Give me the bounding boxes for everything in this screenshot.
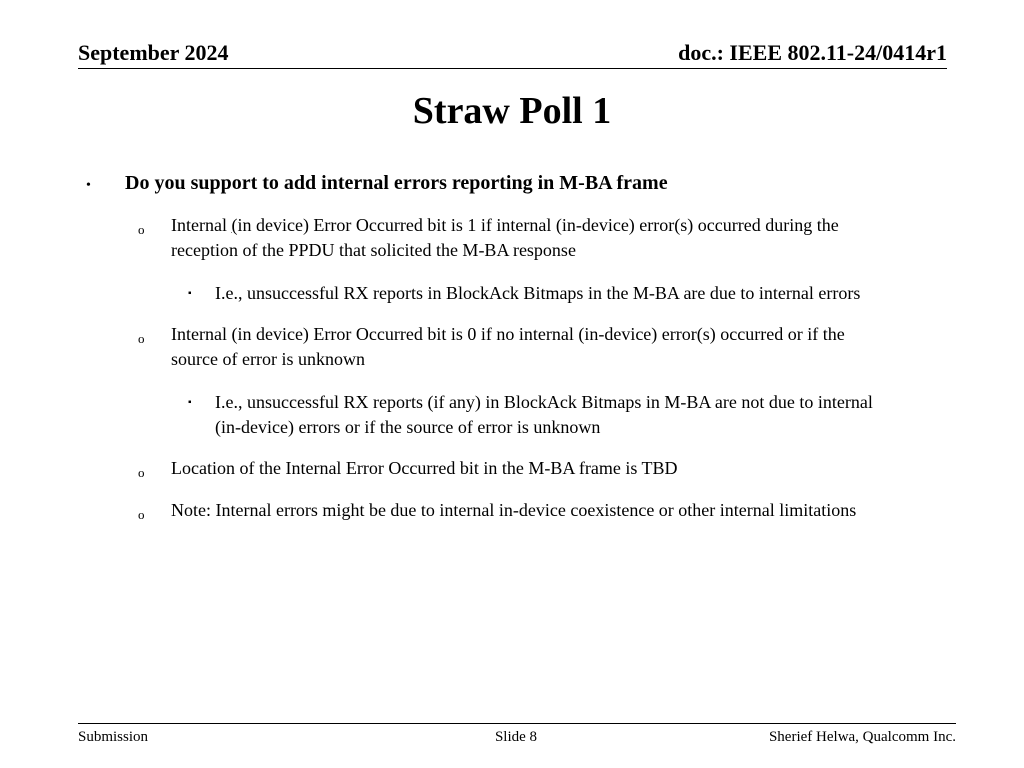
item2-bullet-icon: o bbox=[138, 331, 145, 346]
header-date: September 2024 bbox=[78, 40, 229, 65]
item1-line1 bbox=[171, 213, 839, 238]
item1-bullet-icon: o bbox=[138, 222, 145, 237]
item3-line1: Location of the Internal Error Occurred bit in the M-BA frame is TBD bbox=[171, 458, 678, 478]
item2-line2: source of error is unknown bbox=[171, 349, 365, 369]
footer-author: Sherief Helwa, Qualcomm Inc. bbox=[768, 729, 956, 745]
header-divider bbox=[78, 68, 947, 69]
question-text: Do you support to add internal errors reporting in M-BA frame bbox=[125, 172, 668, 194]
item1-line2: reception of the PPDU that solicited the M-BA response bbox=[171, 240, 576, 260]
footer-divider bbox=[78, 723, 956, 724]
item2-line1: Internal (in device) Error Occurred bit is 0 if no internal (in-device) error(s) occurred or if the bbox=[171, 324, 845, 344]
item2-sub-line2: (in-device) errors or if the source of error is unknown bbox=[215, 417, 601, 437]
item3-bullet-icon: o bbox=[138, 465, 145, 480]
slide-title: Straw Poll 1 bbox=[412, 90, 612, 132]
item1-sub-bullet-icon: ▪ bbox=[188, 288, 192, 299]
item4-bullet-icon: o bbox=[138, 507, 145, 522]
header-doc-id: doc.: IEEE 802.11-24/0414r1 bbox=[678, 40, 947, 65]
item4-line1: Note: Internal errors might be due to internal in-device coexistence or other internal limitations bbox=[171, 500, 857, 520]
item1-sub-line1: I.e., unsuccessful RX reports in BlockAck Bitmaps in the M-BA are due to internal errors bbox=[215, 283, 861, 303]
footer-submission: Submission bbox=[78, 729, 149, 745]
item1-line1-rest: in device) Error Occurred bit is 1 if internal (in-device) error(s) occurred during the bbox=[237, 215, 839, 235]
footer-slide-number: Slide 8 bbox=[494, 729, 538, 745]
item1-line1-prefix: Internal bbox=[171, 215, 232, 235]
item2-sub-bullet-icon: ▪ bbox=[188, 397, 192, 408]
item1-line1-underlined: ( bbox=[231, 215, 238, 235]
question-bullet-icon: • bbox=[86, 178, 91, 193]
item2-sub-line1: I.e., unsuccessful RX reports (if any) in BlockAck Bitmaps in M-BA are not due to internal bbox=[215, 392, 873, 412]
